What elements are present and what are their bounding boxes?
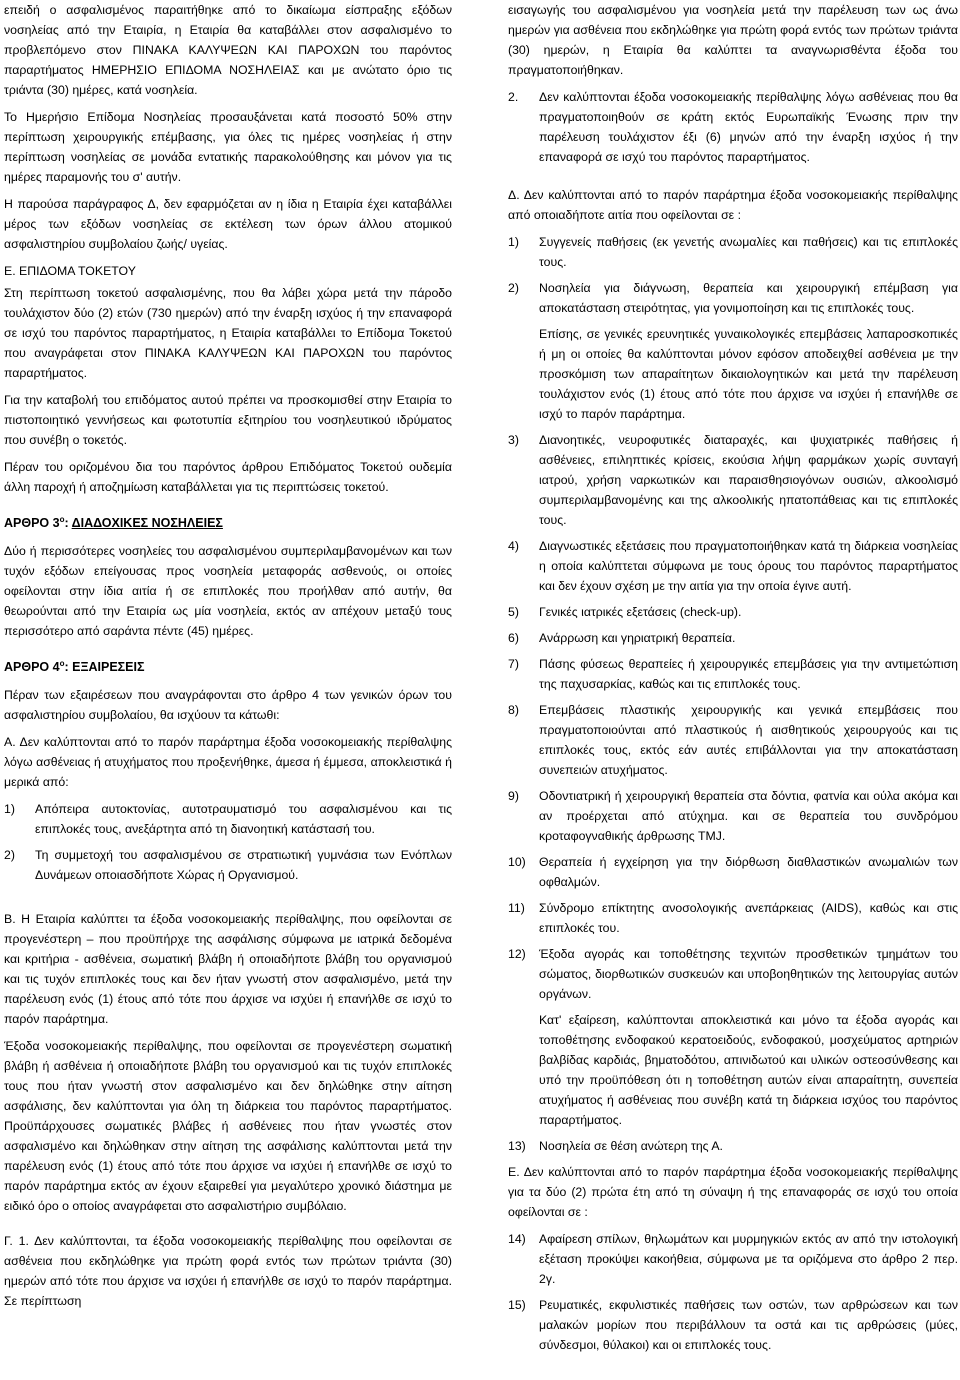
list-item: 4) Διαγνωστικές εξετάσεις που πραγματοποιήθηκαν κατά τη διάρκεια νοσηλείας η οποία καλύπτεται σύμφωνα με τους όρους του παρόντος παραρτήματος και δεν έχουν σχέση με την αιτία για την οποία έγινε αυτή.: [508, 539, 958, 593]
paragraph: Έξοδα νοσοκομειακής περίθαλψης, που οφείλονται σε προγενέστερη σωματική βλάβη ή ασθένεια ή οποιαδήποτε βλάβη του οργανισμού και τις τυχόν επιπλοκές τους που ήταν γνωστή στον ασφαλισμένο και δεν δηλώθηκε στην αίτηση ασφάλισης, δεν καλύπτονται για όλη τη διάρκεια του παρόντος παραρτήματος. Προϋπάρχουσες σωματικές βλάβες ή ασθένειες που ήταν γνωστές στον ασφαλισμένο και δηλώθηκαν στην αίτηση της ασφάλισης καλύπτονται μετά την παρέλευση ενός (1) έτους από τότε που άρχισε να ισχύει ή επανήλθε σε ισχύ το παρόν παράρτημα εκτός αν έχουν εξαιρεθεί για μεγαλύτερο χρονικό διάστημα με ειδικό όρο ο οποίος αναγράφεται στο ασφαλιστήριο συμβόλαιο.: [4, 1039, 452, 1214]
paragraph: Γ. 1. Δεν καλύπτονται, τα έξοδα νοσοκομειακής περίθαλψης που οφείλονται σε ασθένεια που εκδηλώθηκε για πρώτη φορά εντός των πρώτων τριάντα (30) ημερών από τότε που άρχισε να ισχύει ή επανήλθε σε ισχύ το παρόν παράρτημα. Σε περίπτωση: [4, 1234, 452, 1309]
section-heading: Ε. ΕΠΙΔΟΜΑ ΤΟΚΕΤΟΥ: [4, 264, 136, 278]
list-item: 13) Νοσηλεία σε θέση ανώτερη της Α.: [508, 1139, 723, 1153]
paragraph: Το Ημερήσιο Επίδομα Νοσηλείας προσαυξάνεται κατά ποσοστό 50% στην περίπτωση χειρουργικής επέμβασης, για όλες τις ημέρες νοσηλείας ή στην περίπτωση νοσηλείας σε μονάδα εντατικής παρακολούθησης και μόνον για τις ημέρες παραμονής του σ' αυτήν.: [4, 110, 452, 184]
list-item: 2. Δεν καλύπτονται έξοδα νοσοκομειακής περίθαλψης λόγω ασθένειας που θα πραγματοποιηθούν σε κράτη εκτός Ευρωπαϊκής Ένωσης πριν την παρέλευση τουλάχιστον έξι (6) μηνών από την έναρξη ισχύος ή την επαναφορά σε ισχύ του παρόντος παραρτήματος.: [508, 90, 958, 164]
paragraph: Η παρούσα παράγραφος Δ, δεν εφαρμόζεται αν η ίδια η Εταιρία έχει καταβάλλει μέρος των εξόδων νοσηλείας σε εκτέλεση των όρων άλλου ατομικού ασφαλιστηρίου συμβολαίου ζωής/ υγείας.: [4, 197, 452, 251]
paragraph: Πέραν των εξαιρέσεων που αναγράφονται στο άρθρο 4 των γενικών όρων του ασφαλιστηρίου συμβολαίου, θα ισχύουν τα κάτωθι:: [4, 688, 452, 723]
list-item: 3) Διανοητικές, νευροφυτικές διαταραχές, και ψυχιατρικές παθήσεις ή ασθένειες, επιληπτικές κρίσεις, εκούσια λήψη φαρμάκων χωρίς συνταγή ιατρού, χρήση ναρκωτικών και παραισθησιογόνων ουσιών, αλκοολισμό συμπεριλαμβανομένης και της αλκοολικής ηπατοπάθειας και τις επιπλοκές τους.: [508, 433, 958, 527]
list-item: 1) Απόπειρα αυτοκτονίας, αυτοτραυματισμό του ασφαλισμένου και τις επιπλοκές τους, ανεξάρτητα από τη διανοητική κατάστασή του.: [4, 802, 452, 837]
list-item: 2) Νοσηλεία για διάγνωση, θεραπεία και χειρουργική επέμβαση για αποκατάσταση στειρότητας, για γονιμοποίηση και τις επιπλοκές τους.: [508, 281, 958, 315]
list-item: 9) Οδοντιατρική ή χειρουργική θεραπεία στα δόντια, φατνία και ούλα ακόμα και αν προέρχεται από ατύχημα. και σε θεραπεία του συνδρόμου κροταφογναθικής άρθρωσης TMJ.: [508, 789, 958, 843]
left-column: [4, 0, 452, 1318]
exclusions-list-a: [4, 799, 452, 885]
list-item: 11) Σύνδρομο επίκτητης ανοσολογικής ανεπάρκειας (AIDS), καθώς και στις επιπλοκές του.: [508, 901, 958, 935]
list-item: 14) Αφαίρεση σπίλων, θηλωμάτων και μυρμηγκιών εκτός αν από την ιστολογική εξέταση προκύψει κακοήθεια, σύμφωνα με τα οριζόμενα στο άρθρο 2 περ. 2γ.: [508, 1232, 958, 1286]
paragraph: Δύο ή περισσότερες νοσηλείες του ασφαλισμένου συμπεριλαμβανομένων και των τυχόν εξόδων επείγουσας προς νοσηλεία μεταφοράς ασθενούς, οι οποίες οφείλονται στην ίδια αιτία ή σε επιπλοκές που προήλθαν από αυτήν, θα θεωρούνται από την Εταιρία ως μία νοσηλεία, εκτός αν απέχουν μεταξύ τους περισσότερο από σαράντα πέντε (45) ημέρες.: [4, 544, 452, 639]
list-item: 5) Γενικές ιατρικές εξετάσεις (check-up).: [508, 605, 742, 619]
list-item: 15) Ρευματικές, εκφυλιστικές παθήσεις των οστών, των αρθρώσεων και των μαλακών μορίων που περιβάλλουν τα οστά και τις αρθρώσεις (μύες, σύνδεσμοι, θύλακοι) και οι επιπλοκές τους.: [508, 1298, 958, 1352]
exclusions-list-d-end: [508, 1136, 958, 1156]
paragraph: Α. Δεν καλύπτονται από το παρόν παράρτημα έξοδα νοσοκομειακής περίθαλψης λόγω ασθένειας ή ατυχήματος που προξενήθηκε, άμεσα ή έμμεσα, αποκλειστικά ή μερικά από:: [4, 735, 452, 790]
article-3-heading: ΑΡΘΡΟ $3^o$: ΔΙΑΔΟΧΙΚΕΣ ΝΟΣΗΛΕΙΕΣ: [4, 515, 223, 531]
list-item: 6) Ανάρρωση και γηριατρική θεραπεία.: [508, 631, 736, 645]
exclusions-list-d-cont: [508, 430, 958, 1004]
paragraph: Επίσης, σε γενικές ερευνητικές γυναικολογικές επεμβάσεις λαπαροσκοπικές ή μη οι οποίες θα καλύπτονται μόνον εφόσον αποδειχθεί ασθένεια με την προσκόμιση των απαραίτητων δικαιολογητικών και μετά την παρέλευση τουλάχιστον ενός (1) έτους από τότε που άρχισε να ισχύει ή επανήλθε σε ισχύ το παρόν παράρτημα.: [539, 327, 958, 421]
list-item: 7) Πάσης φύσεως θεραπείες ή χειρουργικές επεμβάσεις για την αντιμετώπιση της παχυσαρκίας, καθώς και τις επιπλοκές τους.: [508, 657, 958, 691]
list-item: 12) Έξοδα αγοράς και τοποθέτησης τεχνιτών προσθετικών τμημάτων του σώματος, διορθωτικών συσκευών και υποβοηθητικών της λειτουργίας αυτών οργάνων.: [508, 947, 958, 1001]
paragraph: Κατ' εξαίρεση, καλύπτονται αποκλειστικά και μόνο τα έξοδα αγοράς και τοποθέτησης ενδοφακού κερατοειδούς, ενδοφακού, μοσχεύματος αρτηριών βαλβίδας καρδιάς, βηματοδότου, απινιδωτού και υλικών οστεοσύνθεσης και υπό την προϋπόθεση ότι η τοποθέτηση αυτών είναι απαραίτητη, συνεπεία ατυχήματος ή ασθένειας που συνέβη κατά τη διάρκεια ισχύος του παρόντος παραρτήματος.: [539, 1013, 958, 1127]
paragraph: Πέραν του οριζομένου δια του παρόντος άρθρου Επιδόματος Τοκετού ουδεμία άλλη παροχή ή αποζημίωση καταβάλλεται για τις περιπτώσεις τοκετού.: [4, 460, 452, 494]
paragraph: εισαγωγής του ασφαλισμένου για νοσηλεία μετά την παρέλευση των ως άνω ημερών για ασθένεια που εκδηλώθηκε για πρώτη φορά εντός των πρώτων τριάντα (30) ημερών, η Εταιρία θα καλύπτει τα αναγνωρισθέντα έξοδα του πραγματοποιήθηκαν.: [508, 3, 958, 77]
paragraph: Για την καταβολή του επιδόματος αυτού πρέπει να προσκομισθεί στην Εταιρία το πιστοποιητικό γεννήσεως και φωτοτυπία εξιτηρίου του νοσηλευτικού ιδρύματος που συνέβη ο τοκετός.: [4, 393, 452, 447]
exclusions-list-d: [508, 232, 958, 318]
article-4-heading: ΑΡΘΡΟ $4^o$: ΕΞΑΙΡΕΣΕΙΣ: [4, 659, 145, 675]
list-item: 2) Τη συμμετοχή του ασφαλισμένου σε στρατιωτική γυμνάσια των Ενόπλων Δυνάμεων οποιασδήποτε Χώρας ή Οργανισμού.: [4, 848, 452, 883]
right-column: [508, 0, 958, 1361]
paragraph: Δ. Δεν καλύπτονται από το παρόν παράρτημα έξοδα νοσοκομειακής περίθαλψης από οποιαδήποτε αιτία που οφείλονται σε :: [508, 188, 958, 222]
list-item: 1) Συγγενείς παθήσεις (εκ γενετής ανωμαλίες και παθήσεις) και τις επιπλοκές τους.: [508, 235, 958, 269]
paragraph: Ε. Δεν καλύπτονται από το παρόν παράρτημα έξοδα νοσοκομειακής περίθαλψης για τα δύο (2) πρώτα έτη από τη σύναψη ή της επαναφοράς σε ισχύ του οποία οφείλονται σε :: [508, 1165, 958, 1219]
paragraph: επειδή ο ασφαλισμένος παραιτήθηκε από το δικαίωμα είσπραξης εξόδων νοσηλείας από την Εταιρία, η Εταιρία θα καταβάλλει στον ασφαλισμένο το προβλεπόμενο στον ΠΙΝΑΚΑ ΚΑΛΥΨΕΩΝ ΚΑΙ ΠΑΡΟΧΩΝ του παρόντος παραρτήματος ΗΜΕΡΗΣΙΟ ΕΠΙΔΟΜΑ ΝΟΣΗΛΕΙΑΣ και με ανώτατο όριο τις τριάντα (30) ημέρες, κατά νοσηλεία.: [4, 3, 452, 97]
paragraph: Β. Η Εταιρία καλύπτει τα έξοδα νοσοκομειακής περίθαλψης, που οφείλονται σε προγενέστερη – που προϋπήρχε της ασφάλισης σύμφωνα με ιατρικά δεδομένα και κριτήρια - ασθένεια, σωματική βλάβη ή οποιαδήποτε βλάβη του οργανισμού και τις τυχόν επιπλοκές τους και δεν ήταν γνωστή στον ασφαλισμένο, μετά την παρέλευση ενός (1) έτους από τότε που άρχισε να ισχύει ή επανήλθε σε ισχύ το παρόν παράρτημα.: [4, 912, 452, 1027]
paragraph: Στη περίπτωση τοκετού ασφαλισμένης, που θα λάβει χώρα μετά την πάροδο τουλάχιστον δύο (2) ετών (730 ημερών) από την έναρξη ισχύος ή την επαναφορά σε ισχύ του παρόντος παραρτήματος, η Εταιρία καταβάλλει το Επίδομα Τοκετού που αναγράφεται στον ΠΙΝΑΚΑ ΚΑΛΥΨΕΩΝ ΚΑΙ ΠΑΡΟΧΩΝ του παρόντος παραρτήματος.: [4, 286, 452, 380]
exclusions-list-e: [508, 1229, 958, 1355]
exclusions-list-g: [508, 87, 958, 167]
list-item: 10) Θεραπεία ή εγχείρηση για την διόρθωση διαθλαστικών ανωμαλιών των οφθαλμών.: [508, 855, 958, 889]
list-item: 8) Επεμβάσεις πλαστικής χειρουργικής και γενικά επεμβάσεις που πραγματοποιούνται από πλαστικούς ή αισθητικούς χειρουργούς και τις επιπλοκές τους, εκτός εάν αυτές επιβάλλονται για την αποκατάσταση συνεπειών ατυχήματος.: [508, 703, 958, 777]
